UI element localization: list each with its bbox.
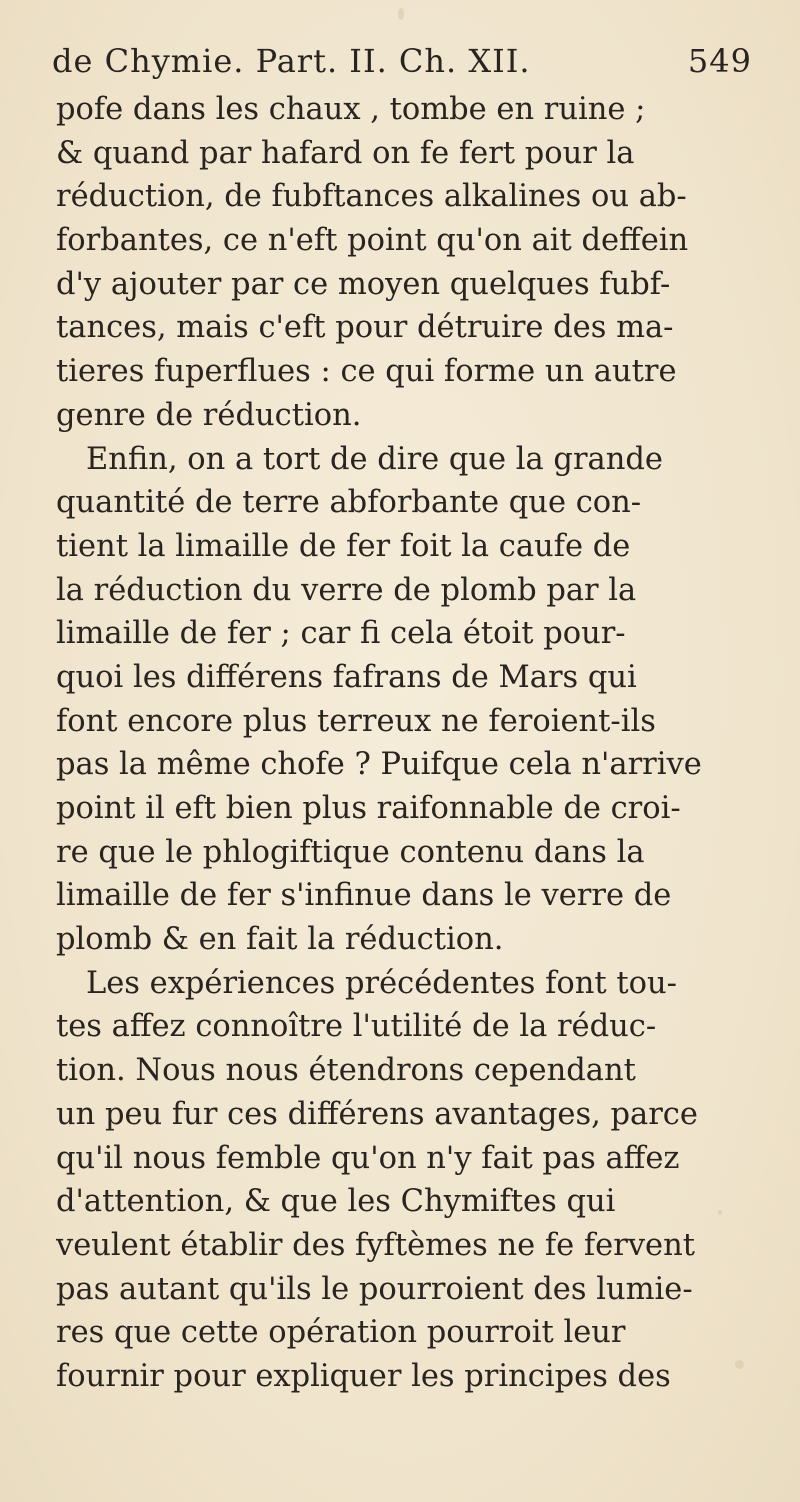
running-header (52, 42, 752, 80)
paragraph-start-line: Les expériences précédentes font tou- (86, 965, 677, 1001)
text-line: un peu fur ces différens avantages, parce (56, 1096, 698, 1132)
text-line: res que cette opération pourroit leur (56, 1315, 626, 1351)
text-line: pofe dans les chaux , tombe en ruine ; (56, 92, 646, 127)
text-line: forbantes, ce n'eft point qu'on ait deffein (56, 223, 689, 259)
text-line: quoi les différens fafrans de Mars qui (56, 659, 637, 695)
text-line: tieres fuperflues : ce qui forme un autre (56, 354, 677, 390)
paper-stain (398, 8, 404, 20)
text-line: réduction, de fubftances alkalines ou ab- (56, 179, 687, 215)
text-line: limaille de fer s'infinue dans le verre de (56, 878, 672, 914)
text-line: tient la limaille de fer foit la caufe de (56, 528, 631, 564)
text-line: limaille de fer ; car fi cela étoit pour- (56, 616, 626, 652)
page-number: 549 (687, 42, 752, 80)
text-line: re que le phlogiftique contenu dans la (56, 834, 645, 870)
text-line: pas autant qu'ils le pourroient des lumie- (56, 1271, 693, 1307)
page-text (56, 88, 756, 1399)
text-line: qu'il nous femble qu'on n'y fait pas affez (56, 1140, 680, 1176)
text-line: d'y ajouter par ce moyen quelques fubf- (56, 266, 671, 302)
text-line: point il eft bien plus raifonnable de croi- (56, 791, 681, 826)
text-line: & quand par hafard on fe fert pour la (56, 135, 635, 171)
text-line: pas la même chofe ? Puifque cela n'arrive (56, 747, 702, 783)
text-line: veulent établir des fyftèmes ne fe fervent (56, 1227, 695, 1263)
text-line: tances, mais c'eft pour détruire des ma- (56, 310, 674, 346)
text-line: genre de réduction. (56, 397, 362, 433)
text-line: plomb & en fait la réduction. (56, 922, 504, 958)
text-line: d'attention, & que les Chymiftes qui (56, 1184, 616, 1220)
paragraph-start-line: Enfin, on a tort de dire que la grande (86, 441, 663, 477)
text-line: tion. Nous nous étendrons cependant (56, 1053, 636, 1089)
text-line: font encore plus terreux ne feroient-ils (56, 703, 656, 739)
text-line: fournir pour expliquer les principes des (56, 1358, 671, 1394)
text-line: tes affez connoître l'utilité de la réduc- (56, 1009, 657, 1045)
running-title: de Chymie. Part. II. Ch. XII. (52, 42, 531, 80)
text-line: quantité de terre abforbante que con- (56, 485, 642, 521)
text-line: la réduction du verre de plomb par la (56, 572, 637, 608)
